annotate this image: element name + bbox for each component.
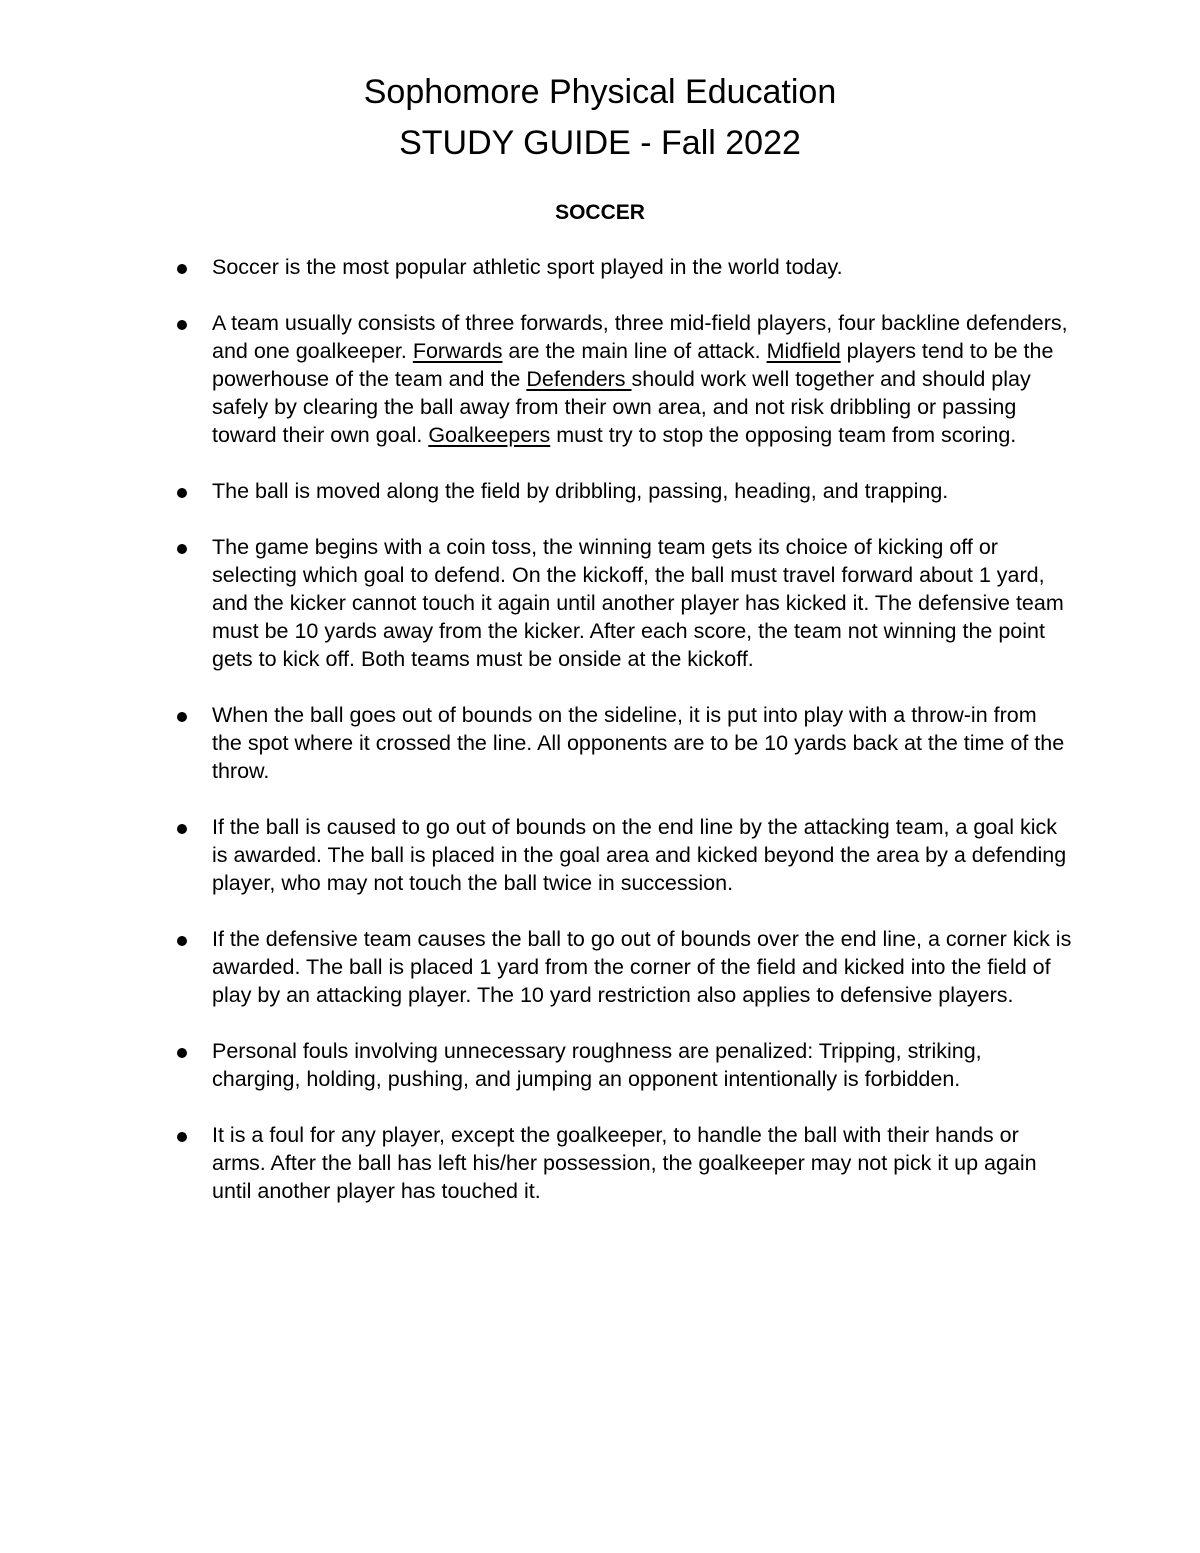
list-item bbox=[0, 533, 1072, 673]
bullet-text: If the defensive team causes the ball to go out of bounds over the end line, a corner kick is awarded. The ball is placed 1 yard from the corner of the field and kicked into the field of play by an attacking player. The 10 yard restriction also applies to defensive players. bbox=[212, 927, 1072, 1007]
bullet-text: The ball is moved along the field by dribbling, passing, heading, and trapping. bbox=[212, 479, 949, 503]
defenders-term: Defenders bbox=[526, 367, 632, 391]
list-item bbox=[0, 253, 1072, 281]
bullet-text: It is a foul for any player, except the goalkeeper, to handle the ball with their hands or arms. After the ball has left his/her possession, the goalkeeper may not pick it up again until another player has touched it. bbox=[212, 1123, 1037, 1203]
study-guide-bullet-list bbox=[0, 253, 1200, 1233]
section-heading-soccer: SOCCER bbox=[555, 201, 645, 224]
list-item bbox=[0, 1121, 1072, 1205]
bullet-icon bbox=[177, 320, 187, 330]
midfield-term: Midfield bbox=[766, 339, 841, 363]
list-item bbox=[0, 309, 1072, 449]
bullet-icon bbox=[177, 1048, 187, 1058]
goalkeepers-term: Goalkeepers bbox=[428, 423, 551, 447]
bullet-text: The game begins with a coin toss, the winning team gets its choice of kicking off or selecting which goal to defend. On the kickoff, the ball must travel forward about 1 yard, and the kicker cannot touch it again until another player has kicked it. The defensive team must be 10 yards away from the kicker. After each score, the team not winning the point gets to kick off. Both teams must be onside at the kickoff. bbox=[212, 535, 1064, 671]
bullet-icon bbox=[177, 824, 187, 834]
bullet-text bbox=[212, 311, 1068, 447]
forwards-term: Forwards bbox=[412, 339, 503, 363]
midfield-description: players tend to be the powerhouse of the team and the bbox=[212, 339, 1054, 391]
bullet-icon bbox=[177, 712, 187, 722]
bullet-text: If the ball is caused to go out of bounds on the end line by the attacking team, a goal kick is awarded. The ball is placed in the goal area and kicked beyond the area by a defending player, who may not touch the ball twice in succession. bbox=[212, 815, 1067, 895]
bullet-icon bbox=[177, 544, 187, 554]
document-subtitle: STUDY GUIDE - Fall 2022 bbox=[399, 124, 801, 162]
document-title: Sophomore Physical Education bbox=[363, 73, 837, 111]
defenders-description: should work well together and should play safely by clearing the ball away from their own area, and not risk dribbling or passing toward their own goal. bbox=[212, 367, 1031, 447]
bullet-icon bbox=[177, 264, 187, 274]
list-item bbox=[0, 925, 1072, 1009]
bullet-icon bbox=[177, 488, 187, 498]
list-item bbox=[0, 1037, 1072, 1093]
bullet-text: When the ball goes out of bounds on the sideline, it is put into play with a throw-in from the spot where it crossed the line. All opponents are to be 10 yards back at the time of the throw. bbox=[212, 703, 1065, 783]
bullet-text: Soccer is the most popular athletic sport played in the world today. bbox=[212, 255, 843, 279]
list-item bbox=[0, 701, 1072, 785]
goalkeepers-description: must try to stop the opposing team from scoring. bbox=[550, 423, 1017, 447]
list-item bbox=[0, 477, 1072, 505]
forwards-description: are the main line of attack. bbox=[502, 339, 767, 363]
bullet-icon bbox=[177, 936, 187, 946]
list-item bbox=[0, 813, 1072, 897]
bullet-text: Personal fouls involving unnecessary roughness are penalized: Tripping, striking, charging, holding, pushing, and jumping an opponent intentionally is forbidden. bbox=[212, 1039, 982, 1091]
team-intro-text: A team usually consists of three forwards, three mid-field players, four backline defenders, and one goalkeeper. bbox=[212, 311, 1068, 363]
bullet-icon bbox=[177, 1132, 187, 1142]
